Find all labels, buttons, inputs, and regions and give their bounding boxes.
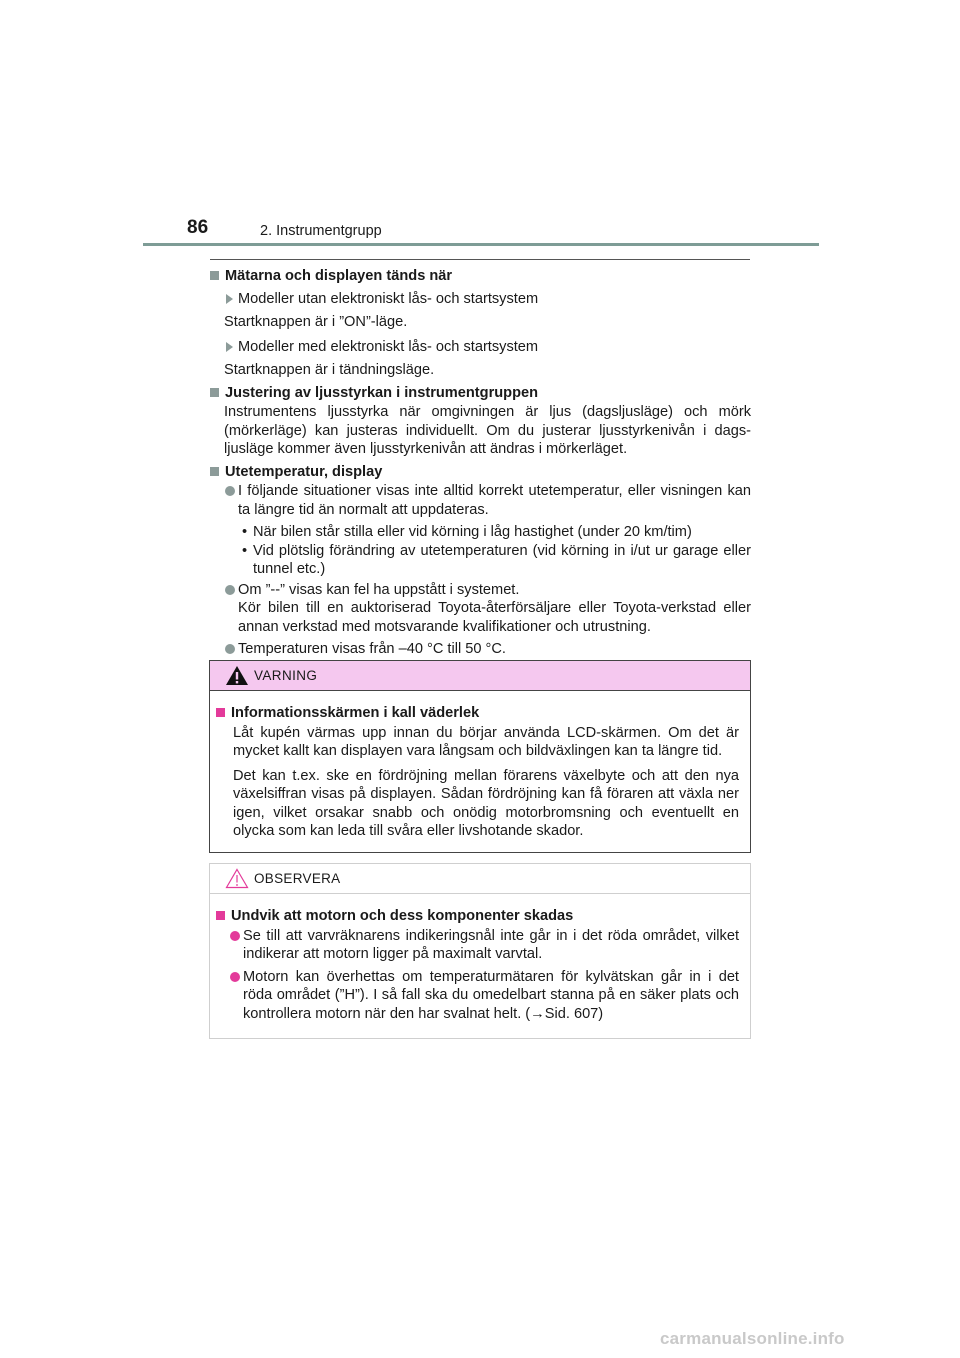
circle-bullet-icon [230,931,240,941]
brightness-text: Instrumentens ljusstyrka när omgivningen är ljus (dagsljusläge) och mörk (mörkerläge) kan justeras individuellt. Om du justerar ljusstyrkenivån i dags-ljusläge kommer även ljusstyrkenivån att ändras i mörkerläget. [224,404,751,457]
text-without: Startknappen är i ”ON”-läge. [224,314,408,330]
square-bullet-icon [210,467,219,476]
page-number: 86 [187,217,209,238]
temp-item-3: Temperaturen visas från –40 °C till 50 °C. [224,640,751,659]
warning-header [210,661,750,691]
warning-title: Informationsskärmen i kall väderlek [214,704,743,723]
notice-title: Undvik att motorn och dess komponenter skadas [214,907,743,926]
notice-triangle-icon [225,868,249,889]
heading-outside-temp: Utetemperatur, display [208,463,751,482]
notice-label: OBSERVERA [254,871,341,886]
heading-brightness: Justering av ljusstyrkan i instrumentgruppen [208,384,751,403]
warning-para-2: Det kan t.ex. ske en fördröjning mellan förarens växelbyte och att den nya växelsiffran visas på displayen. Sådan fördröjning kan få föraren att växla ner igen, vilket orsakar snabb och onödig motorbromsning och eventuellt en olycka som kan leda till svåra eller livshotande skador. [233,767,739,839]
warning-para-1: Låt kupén värmas upp innan du börjar använda LCD-skärmen. Om det är mycket kallt kan displayen vara långsam och bildväxlingen kan ta längre tid. [233,724,739,759]
content-top-rule [210,259,750,260]
notice-header [210,864,750,894]
temp-item-1: I följande situationer visas inte alltid korrekt utetemperatur, eller visningen kan ta längre tid än normalt att uppdateras. [224,482,751,519]
warning-box [209,660,751,853]
circle-bullet-icon [225,644,235,654]
notice-item-2: Motorn kan överhettas om temperaturmätaren för kylvätskan går in i det röda området (”H”). I så fall ska du omedelbart stanna på en säker plats och kontrollera motorn när den har svalnat helt. (→Sid. 607) [229,968,739,1024]
square-bullet-icon [216,911,225,920]
warning-triangle-icon [225,665,249,686]
page-header [143,214,819,248]
warning-label: VARNING [254,668,318,683]
square-bullet-icon [210,388,219,397]
temp-bullet-2: • Vid plötslig förändring av utetemperaturen (vid körning in i/ut ur garage eller tunnel etc.) [242,542,751,577]
circle-bullet-icon [225,486,235,496]
section-title: 2. Instrumentgrupp [260,223,382,239]
subheading-models-without: Modeller utan elektroniskt lås- och startsystem [224,290,751,309]
header-rule [143,243,819,246]
notice-box [209,863,751,1039]
circle-bullet-icon [230,972,240,982]
circle-bullet-icon [225,585,235,595]
square-bullet-icon [216,708,225,717]
text-with: Startknappen är i tändningsläge. [224,362,435,378]
notice-item-1: Se till att varvräknarens indikeringsnål inte går in i det röda området, vilket indikerar att motorn ligger på maximalt varvtal. [229,927,739,964]
heading-meters-display: Mätarna och displayen tänds när [208,267,751,286]
subheading-models-with: Modeller med elektroniskt lås- och startsystem [224,338,751,357]
square-bullet-icon [210,271,219,280]
triangle-bullet-icon [226,294,233,304]
watermark: carmanualsonline.info [660,1329,845,1348]
temp-bullet-1: • När bilen står stilla eller vid körning i låg hastighet (under 20 km/tim) [242,524,692,540]
main-content [208,265,751,659]
triangle-bullet-icon [226,342,233,352]
temp-item-2: Om ”--” visas kan fel ha uppstått i systemet. Kör bilen till en auktoriserad Toyota-återförsäljare eller Toyota-verkstad eller annan verkstad med motsvarande kvalifikationer och utrustning. [224,581,751,637]
